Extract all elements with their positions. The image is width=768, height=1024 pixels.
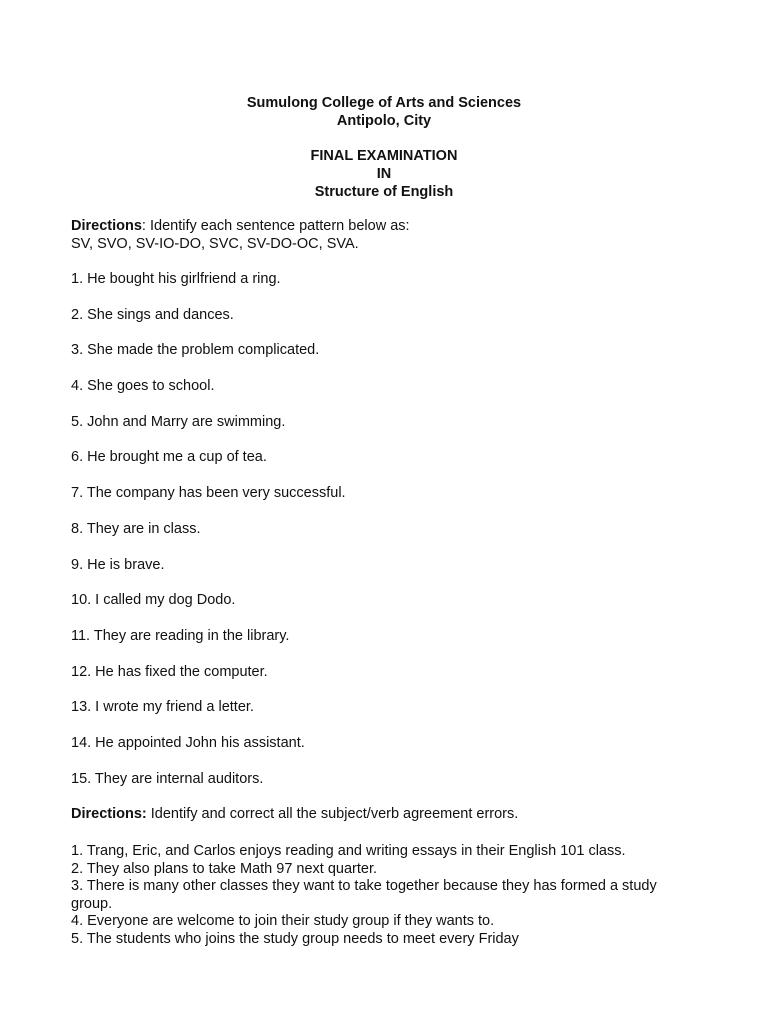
list-item: 8. They are in class. xyxy=(71,520,201,537)
list-item: 14. He appointed John his assistant. xyxy=(71,734,305,751)
list-item: 5. John and Marry are swimming. xyxy=(71,413,286,430)
exam-subject: Structure of English xyxy=(314,184,454,200)
list-item: 2. She sings and dances. xyxy=(71,306,234,323)
list-item: 4. Everyone are welcome to join their study group if they wants to. xyxy=(71,913,495,929)
list-item: 3. She made the problem complicated. xyxy=(71,342,320,359)
directions-label: Directions xyxy=(71,218,142,234)
list-item: 4. She goes to school. xyxy=(71,378,215,395)
list-item: 5. The students who joins the study group needs to meet every Friday xyxy=(71,930,519,947)
list-item: 6. He brought me a cup of tea. xyxy=(71,449,267,466)
directions-label: Directions: xyxy=(71,806,147,822)
exam-header xyxy=(0,94,768,201)
exam-title: FINAL EXAMINATION xyxy=(310,148,458,164)
list-item: 2. They also plans to take Math 97 next quarter. xyxy=(71,860,378,877)
list-item: 15. They are internal auditors. xyxy=(71,770,264,787)
list-item: 9. He is brave. xyxy=(71,556,165,573)
sentence-patterns: SV, SVO, SV-IO-DO, SVC, SV-DO-OC, SVA. xyxy=(71,235,359,252)
sentence-list xyxy=(71,271,711,806)
directions-text: Identify and correct all the subject/verb agreement errors. xyxy=(146,806,519,822)
list-item: 13. I wrote my friend a letter. xyxy=(71,699,254,716)
college-name: Sumulong College of Arts and Sciences xyxy=(246,95,522,111)
directions-text: : Identify each sentence pattern below as: xyxy=(141,218,410,234)
list-item: 1. Trang, Eric, and Carlos enjoys reading and writing essays in their English 101 class. xyxy=(71,843,626,859)
list-item: 1. He bought his girlfriend a ring. xyxy=(71,271,281,287)
list-item: 12. He has fixed the computer. xyxy=(71,663,268,680)
list-item: 10. I called my dog Dodo. xyxy=(71,592,236,609)
list-item: 3. There is many other classes they want to take together because they has formed a study xyxy=(71,878,657,894)
list-item-continuation: group. xyxy=(71,895,113,912)
list-item: 7. The company has been very successful. xyxy=(71,485,346,502)
directions-part2 xyxy=(71,806,711,824)
directions-part1 xyxy=(71,218,711,253)
list-item: 11. They are reading in the library. xyxy=(71,627,290,644)
exam-title-in: IN xyxy=(376,166,392,182)
agreement-error-list xyxy=(71,843,711,948)
college-city: Antipolo, City xyxy=(336,113,432,129)
